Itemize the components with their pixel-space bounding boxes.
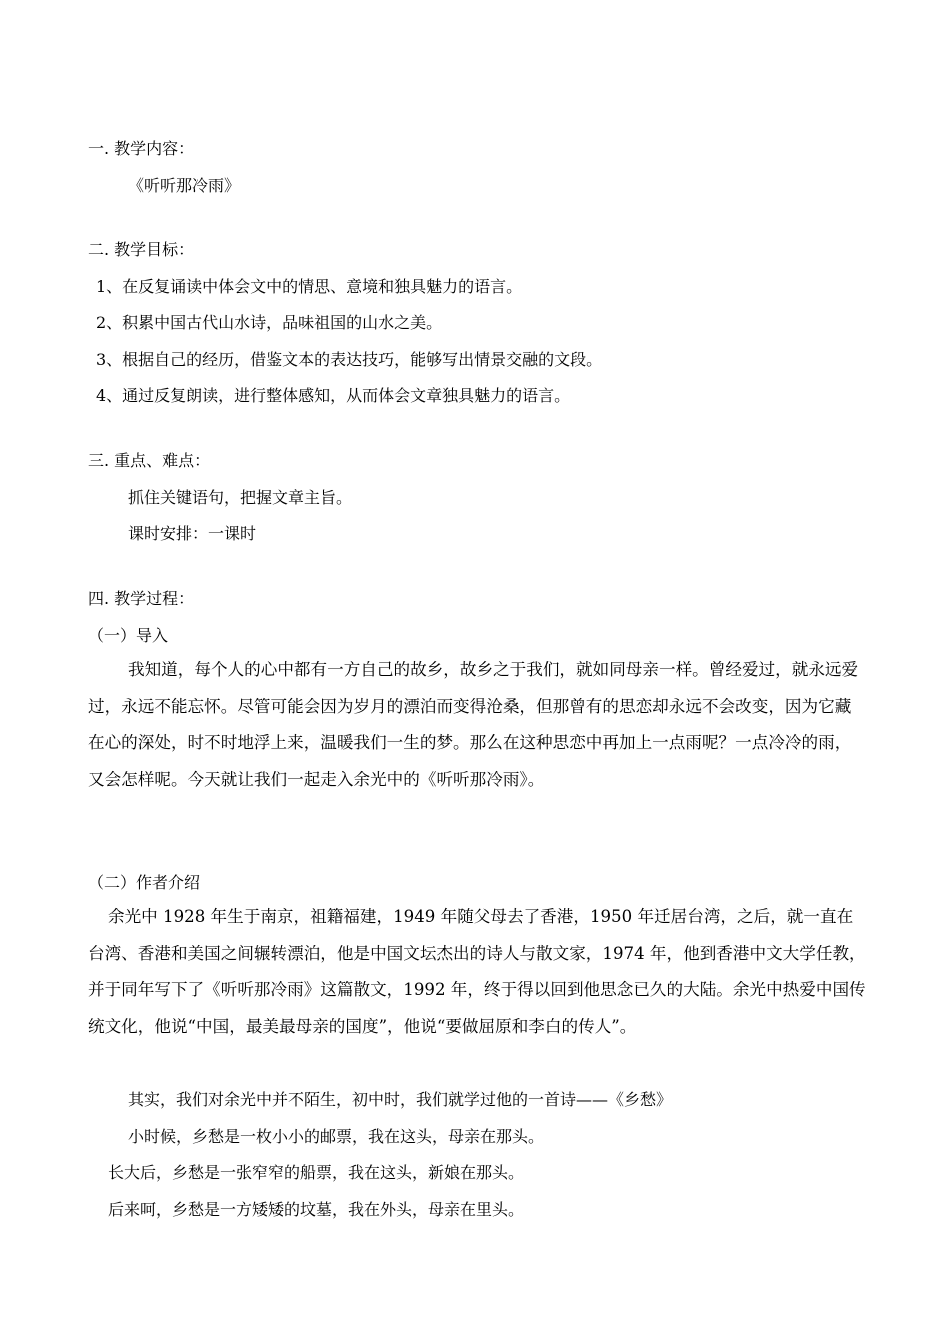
poem-intro: 其实，我们对余光中并不陌生，初中时，我们就学过他的一首诗——《乡愁》 — [128, 1090, 673, 1109]
key-points-text: 抓住关键语句，把握文章主旨。 — [128, 488, 353, 507]
schedule-text: 课时安排：一课时 — [128, 524, 257, 543]
author-paragraph: 余光中 1928 年生于南京，祖籍福建，1949 年随父母去了香港，1950 年迁居台湾，之后，就一直在台湾、香港和美国之间辗转漂泊，他是中国文坛杰出的诗人与散文家，1974 年，他到香港中文大学任教，并于同年写下了《听听那冷雨》这篇散文，1992 年，终于得以回到他思念已久的大陆。余光中热爱中国传统文化，他说“中国，最美最母亲的国度”，他说“要做屈原和李白的传人”。 — [88, 907, 866, 1036]
goal-item-1: 1、在反复诵读中体会文中的情思、意境和独具魅力的语言。 — [96, 277, 523, 296]
poem-line-3: 后来呵，乡愁是一方矮矮的坟墓，我在外头，母亲在里头。 — [108, 1200, 525, 1219]
poem-line-1: 小时候，乡愁是一枚小小的邮票，我在这头，母亲在那头。 — [128, 1127, 545, 1146]
section-heading-content: 一. 教学内容： — [88, 139, 195, 158]
section-heading-process: 四. 教学过程： — [88, 589, 195, 608]
goal-item-3: 3、根据自己的经历，借鉴文本的表达技巧，能够写出情景交融的文段。 — [96, 350, 603, 369]
lesson-title: 《听听那冷雨》 — [128, 176, 241, 195]
subheading-author: （二）作者介绍 — [88, 873, 201, 892]
intro-paragraph: 我知道，每个人的心中都有一方自己的故乡，故乡之于我们，就如同母亲一样。曾经爱过，就永远爱过，永远不能忘怀。尽管可能会因为岁月的漂泊而变得沧桑，但那曾有的思恋却永远不会改变，因为它藏在心的深处，时不时地浮上来，温暖我们一生的梦。那么在这种思恋中再加上一点雨呢？一点冷冷的雨，又会怎样呢。今天就让我们一起走入余光中的《听听那冷雨》。 — [88, 660, 859, 789]
goal-item-2: 2、积累中国古代山水诗，品味祖国的山水之美。 — [96, 313, 443, 332]
section-heading-goals: 二. 教学目标： — [88, 240, 195, 259]
subheading-intro: （一）导入 — [88, 626, 169, 645]
goal-item-4: 4、通过反复朗读，进行整体感知，从而体会文章独具魅力的语言。 — [96, 386, 571, 405]
poem-line-2: 长大后，乡愁是一张窄窄的船票，我在这头，新娘在那头。 — [108, 1163, 525, 1182]
section-heading-key-points: 三. 重点、难点： — [88, 451, 211, 470]
